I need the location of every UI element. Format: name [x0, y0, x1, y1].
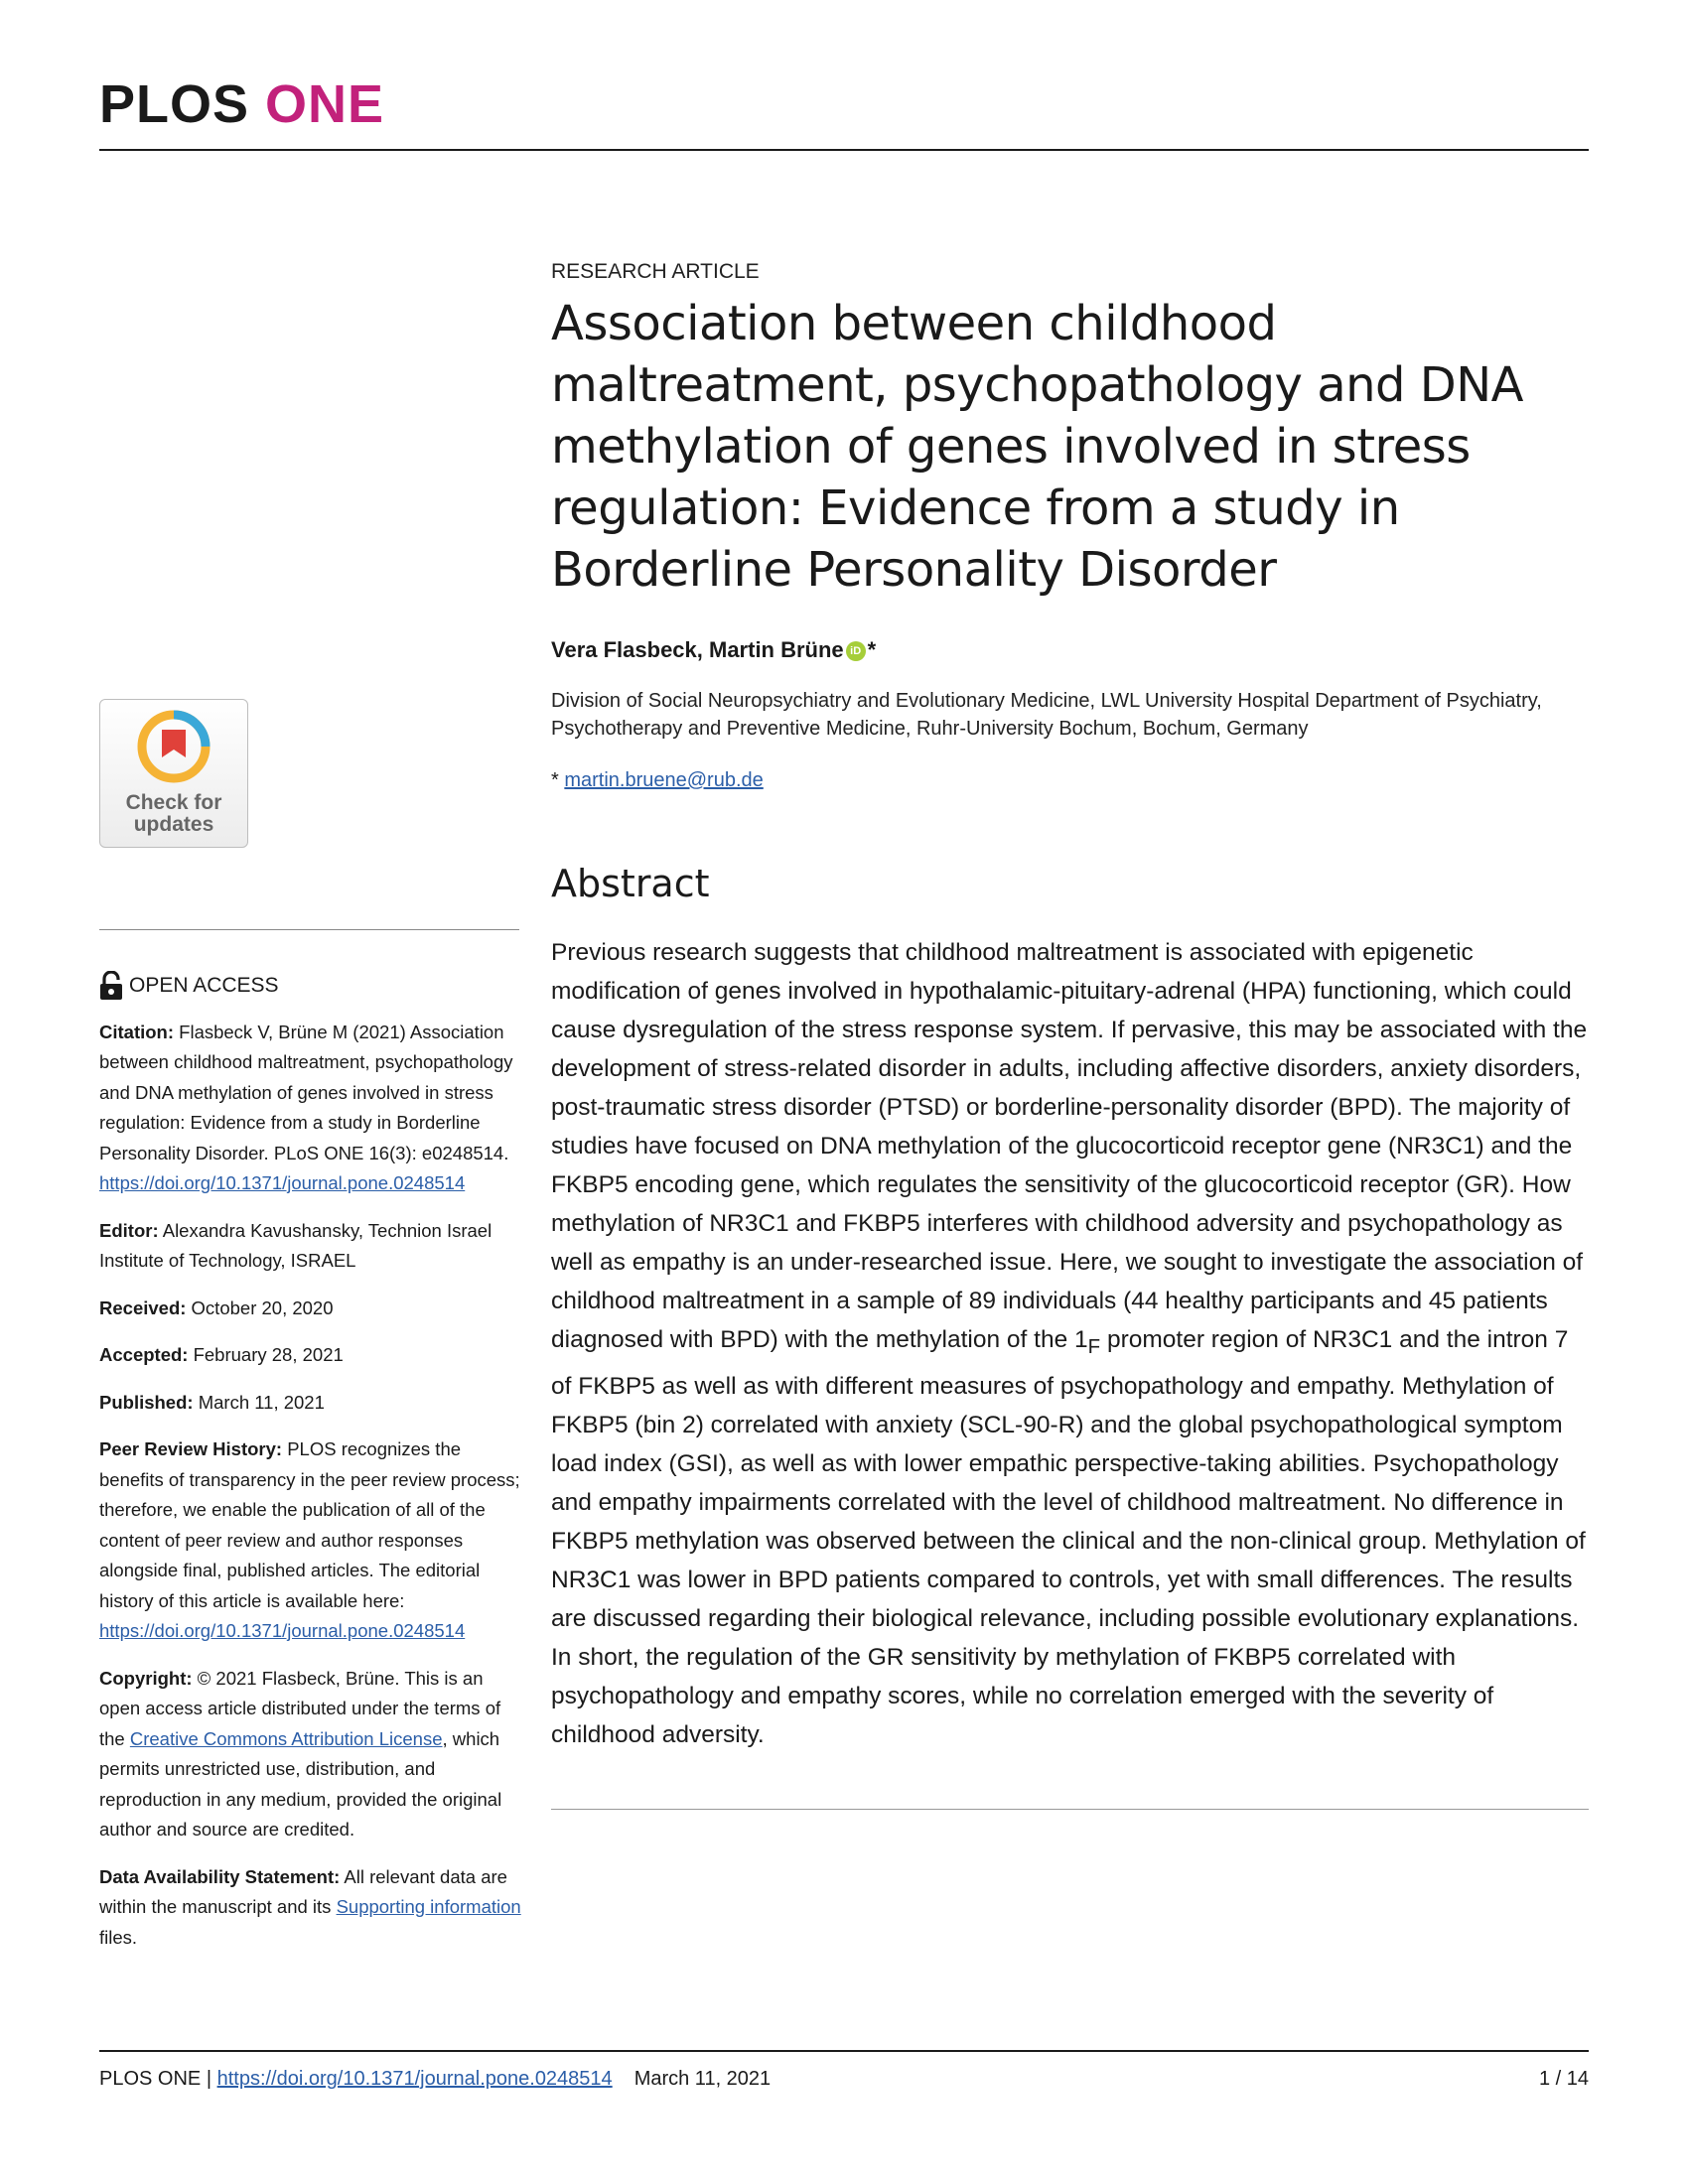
corresponding-email-line [551, 769, 1589, 792]
footer-doi-link[interactable]: https://doi.org/10.1371/journal.pone.0248514 [216, 2068, 613, 2090]
footer-journal: PLOS ONE | [99, 2068, 217, 2090]
crossmark-icon [135, 708, 212, 785]
open-access-text: OPEN ACCESS [129, 974, 279, 997]
corresponding-author-mark: * [867, 637, 877, 662]
supporting-information-link[interactable]: Supporting information [336, 1896, 521, 1917]
author-affiliation: Division of Social Neuropsychiatry and Evolutionary Medicine, LWL University Hospital Department of Psychiatry, Psychotherapy and Preventive Medicine, Ruhr-University Bochum, Bochum, Germany [551, 690, 1542, 740]
accepted-block [99, 1340, 521, 1371]
peer-review-block [99, 1434, 521, 1647]
published-block [99, 1388, 521, 1419]
accepted-date: February 28, 2021 [188, 1344, 344, 1365]
author-email-link[interactable]: martin.bruene@rub.de [564, 769, 764, 791]
data-availability-text-1: All relevant data are within the manuscript and its [99, 1865, 507, 1917]
received-block [99, 1294, 521, 1324]
article-metadata-sidebar [99, 971, 521, 1970]
abstract-text-part-1: Previous research suggests that childhood maltreatment is associated with epigenetic modification of genes involved in hypothalamic-pituitary-adrenal (HPA) functioning, which could cause dysregulation of the stress response system. If pervasive, this may be associated with the development of stress-related disorder in adults, including affective disorders, anxiety disorders, post-traumatic stress disorder (PTSD) or borderline-personality disorder (BPD). The majority of studies have focused on DNA methylation of the glucocorticoid receptor gene (NR3C1) and the FKBP5 encoding gene, which regulates the sensitivity of the glucocorticoid receptor (GR). How methylation of NR3C1 and FKBP5 interferes with childhood adversity and psychopathology as well as empathy is an under-researched issue. Here, we sought to investigate the association of childhood maltreatment in a sample of 89 individuals (44 healthy participants and 45 patients diagnosed with BPD) with the methylation of the 1 [551, 939, 1588, 1353]
check-for-updates-line-2: updates [133, 813, 214, 836]
abstract-heading: Abstract [551, 862, 710, 905]
author-names: Vera Flasbeck, Martin Brüne [551, 637, 844, 662]
abstract-body [551, 933, 1589, 1754]
data-availability-block [99, 1862, 521, 1954]
page-number: 1 / 14 [1538, 2068, 1589, 2090]
check-for-updates-line-1: Check for [125, 791, 222, 814]
creative-commons-link[interactable]: Creative Commons Attribution License [129, 1727, 443, 1749]
footer-date: March 11, 2021 [633, 2068, 772, 2090]
footer-divider [99, 2050, 1589, 2052]
logo-plos-text: PLOS [99, 74, 250, 134]
editor-block [99, 1216, 521, 1277]
orcid-icon[interactable]: iD [846, 641, 866, 661]
article-title: Association between childhood maltreatment, psychopathology and DNA methylation of genes involved in stress regulation: Evidence from a study in Borderline Personality Disorder [551, 296, 1523, 598]
logo-one-text: ONE [265, 74, 385, 134]
abstract-text-part-2: promoter region of NR3C1 and the intron 7 of FKBP5 as well as with different measures of psychopathology and empathy. Methylation of FKBP5 (bin 2) correlated with anxiety (SCL-90-R) and the global psychopathological symptom load index (GSI), as well as with lower empathic perspective-taking abilities. Psychopathology and empathy impairments correlated with the level of childhood maltreatment. No difference in FKBP5 methylation was observed between the clinical and the non-clinical group. Methylation of NR3C1 was lower in BPD patients compared to controls, yet with small differences. The results are discussed regarding their biological relevance, including possible evolutionary explanations. In short, the regulation of the GR sensitivity by methylation of FKBP5 correlated with psychopathology and empathy scores, while no correlation emerged with the severity of childhood adversity. [551, 1326, 1586, 1748]
sidebar-divider [99, 929, 519, 930]
citation-label: Citation: [99, 1021, 175, 1042]
published-label: Published: [99, 1391, 194, 1413]
email-prefix: * [551, 769, 565, 791]
abstract-subscript: F [1087, 1335, 1101, 1358]
journal-logo [99, 74, 385, 134]
data-availability-label: Data Availability Statement: [99, 1865, 341, 1887]
citation-block [99, 1018, 521, 1199]
header-divider [99, 149, 1589, 151]
open-access-label [99, 971, 521, 1002]
peer-review-text: PLOS recognizes the benefits of transparency in the peer review process; therefore, we enable the publication of all of the content of peer review and author responses alongside final, published articles. The editorial history of this article is available here: [99, 1438, 520, 1611]
open-lock-icon [99, 971, 123, 1001]
article-type: RESEARCH ARTICLE [551, 260, 760, 283]
peer-review-label: Peer Review History: [99, 1438, 283, 1459]
accepted-label: Accepted: [99, 1344, 189, 1365]
copyright-block [99, 1664, 521, 1845]
copyright-text-1: © 2021 Flasbeck, Brüne. This is an open access article distributed under the terms of the [99, 1667, 501, 1749]
citation-doi-link[interactable]: https://doi.org/10.1371/journal.pone.0248514 [99, 1172, 466, 1193]
editor-label: Editor: [99, 1219, 159, 1241]
data-availability-text-2: files. [99, 1926, 138, 1948]
copyright-text-2: , which permits unrestricted use, distribution, and reproduction in any medium, provided the original author and source are credited. [99, 1727, 502, 1840]
citation-text: Flasbeck V, Brüne M (2021) Association between childhood maltreatment, psychopathology and DNA methylation of genes involved in stress regulation: Evidence from a study in Borderline Personality Disorder. PLoS ONE 16(3): e0248514. [99, 1021, 513, 1163]
check-for-updates-label [100, 792, 247, 836]
abstract-divider [551, 1809, 1589, 1810]
published-date: March 11, 2021 [193, 1391, 325, 1413]
check-for-updates-badge[interactable] [99, 699, 248, 848]
author-list [551, 637, 1589, 663]
received-date: October 20, 2020 [186, 1297, 334, 1318]
editor-text: Alexandra Kavushansky, Technion Israel Institute of Technology, ISRAEL [99, 1219, 492, 1271]
received-label: Received: [99, 1297, 187, 1318]
peer-review-doi-link[interactable]: https://doi.org/10.1371/journal.pone.0248514 [99, 1620, 466, 1641]
page-footer [99, 2068, 1589, 2091]
copyright-label: Copyright: [99, 1667, 193, 1689]
